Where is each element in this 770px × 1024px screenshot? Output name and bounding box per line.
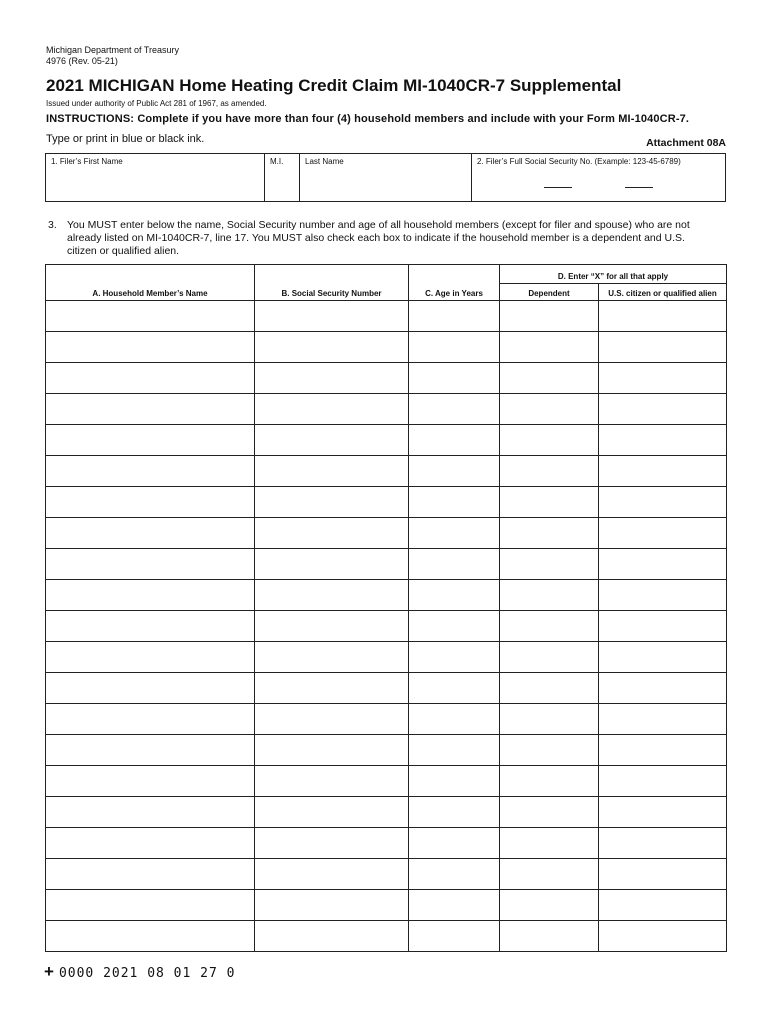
citizen-checkbox-cell[interactable] [599,394,727,425]
member-ssn-cell[interactable] [255,797,409,828]
table-row [46,301,727,332]
filer-ssn-field[interactable] [472,154,727,201]
citizen-checkbox-cell[interactable] [599,735,727,766]
member-name-cell[interactable] [46,766,255,797]
member-name-cell[interactable] [46,921,255,952]
dependent-checkbox-cell[interactable] [500,735,599,766]
dependent-checkbox-cell[interactable] [500,549,599,580]
citizen-checkbox-cell[interactable] [599,642,727,673]
table-row [46,673,727,704]
dependent-checkbox-cell[interactable] [500,456,599,487]
citizen-checkbox-cell[interactable] [599,332,727,363]
member-name-cell[interactable] [46,394,255,425]
citizen-checkbox-cell[interactable] [599,859,727,890]
member-name-cell[interactable] [46,890,255,921]
dependent-checkbox-cell[interactable] [500,301,599,332]
citizen-checkbox-cell[interactable] [599,518,727,549]
member-age-cell[interactable] [409,487,500,518]
member-age-cell[interactable] [409,611,500,642]
member-age-cell[interactable] [409,301,500,332]
member-name-cell[interactable] [46,704,255,735]
citizen-checkbox-cell[interactable] [599,549,727,580]
authority-note: Issued under authority of Public Act 281 of 1967, as amended. [46,99,267,108]
table-row [46,549,727,580]
table-row [46,921,727,952]
member-ssn-cell[interactable] [255,704,409,735]
table-row [46,735,727,766]
member-age-cell[interactable] [409,518,500,549]
citizen-checkbox-cell[interactable] [599,704,727,735]
instructions: INSTRUCTIONS: Complete if you have more than four (4) household members and include with your Form MI-1040CR-7. [46,113,690,125]
member-name-cell[interactable] [46,859,255,890]
member-age-cell[interactable] [409,332,500,363]
filer-first-name-label: 1. Filer’s First Name [51,157,123,166]
member-age-cell[interactable] [409,704,500,735]
member-name-cell[interactable] [46,425,255,456]
member-ssn-cell[interactable] [255,921,409,952]
question-3-text: You MUST enter below the name, Social Security number and age of all household members (except for filer and spouse) who are not already listed on MI-1040CR-7, line 17. You MUST also check each box to indicate if the household member is a dependent and U.S. citizen or qualified alien. [67,219,690,257]
member-ssn-cell[interactable] [255,301,409,332]
dependent-checkbox-cell[interactable] [500,921,599,952]
dependent-checkbox-cell[interactable] [500,859,599,890]
member-age-cell[interactable] [409,921,500,952]
ssn-separator [544,187,572,188]
dependent-checkbox-cell[interactable] [500,828,599,859]
table-row [46,363,727,394]
dependent-checkbox-cell[interactable] [500,518,599,549]
member-ssn-cell[interactable] [255,363,409,394]
member-ssn-cell[interactable] [255,549,409,580]
table-row [46,580,727,611]
member-ssn-cell[interactable] [255,828,409,859]
table-row [46,611,727,642]
dependent-checkbox-cell[interactable] [500,673,599,704]
question-3-number: 3. [48,219,57,231]
citizen-checkbox-cell[interactable] [599,890,727,921]
filer-last-name-label: Last Name [305,157,344,166]
filer-mi-field[interactable] [265,154,300,201]
member-name-cell[interactable] [46,828,255,859]
dependent-checkbox-cell[interactable] [500,611,599,642]
dependent-checkbox-cell[interactable] [500,890,599,921]
member-ssn-cell[interactable] [255,518,409,549]
table-row [46,456,727,487]
citizen-checkbox-cell[interactable] [599,487,727,518]
member-name-cell[interactable] [46,363,255,394]
dependent-checkbox-cell[interactable] [500,580,599,611]
member-name-cell[interactable] [46,735,255,766]
dependent-checkbox-cell[interactable] [500,704,599,735]
member-age-cell[interactable] [409,425,500,456]
citizen-checkbox-cell[interactable] [599,673,727,704]
member-name-cell[interactable] [46,301,255,332]
header-department-block [46,45,179,67]
dependent-checkbox-cell[interactable] [500,797,599,828]
dependent-checkbox-cell[interactable] [500,766,599,797]
table-row [46,487,727,518]
member-ssn-cell[interactable] [255,487,409,518]
member-age-cell[interactable] [409,828,500,859]
filer-info-box [45,153,726,202]
member-age-cell[interactable] [409,549,500,580]
member-name-cell[interactable] [46,518,255,549]
member-name-cell[interactable] [46,611,255,642]
household-members-table [45,264,727,952]
member-ssn-cell[interactable] [255,332,409,363]
table-row [46,394,727,425]
ssn-separator [625,187,653,188]
member-name-cell[interactable] [46,487,255,518]
table-row [46,642,727,673]
form-barcode-number [44,962,235,982]
department-name: Michigan Department of Treasury [46,45,180,55]
member-ssn-cell[interactable] [255,673,409,704]
member-ssn-cell[interactable] [255,642,409,673]
member-age-cell[interactable] [409,642,500,673]
member-age-cell[interactable] [409,394,500,425]
member-name-cell[interactable] [46,549,255,580]
citizen-checkbox-cell[interactable] [599,425,727,456]
filer-mi-label: M.I. [270,157,284,166]
col-header-citizen: U.S. citizen or qualified alien [599,284,727,301]
member-age-cell[interactable] [409,673,500,704]
citizen-checkbox-cell[interactable] [599,456,727,487]
col-header-dependent: Dependent [500,284,599,301]
filer-last-name-field[interactable] [300,154,472,201]
citizen-checkbox-cell[interactable] [599,828,727,859]
table-row [46,518,727,549]
table-row [46,704,727,735]
citizen-checkbox-cell[interactable] [599,921,727,952]
member-ssn-cell[interactable] [255,735,409,766]
member-age-cell[interactable] [409,890,500,921]
col-header-name: A. Household Member’s Name [46,265,255,301]
household-table-body [46,301,727,952]
dependent-checkbox-cell[interactable] [500,425,599,456]
form-revision: 4976 (Rev. 05-21) [46,56,118,66]
citizen-checkbox-cell[interactable] [599,611,727,642]
table-row [46,828,727,859]
table-row [46,425,727,456]
member-name-cell[interactable] [46,673,255,704]
form-title: 2021 MICHIGAN Home Heating Credit Claim MI-1040CR-7 Supplemental [46,76,622,95]
filer-ssn-label: 2. Filer’s Full Social Security No. (Example: 123-45-6789) [477,157,681,166]
plus-mark: + [44,962,55,981]
member-ssn-cell[interactable] [255,394,409,425]
member-age-cell[interactable] [409,735,500,766]
member-ssn-cell[interactable] [255,859,409,890]
member-name-cell[interactable] [46,797,255,828]
col-header-age: C. Age in Years [409,265,500,301]
dependent-checkbox-cell[interactable] [500,394,599,425]
member-age-cell[interactable] [409,580,500,611]
member-name-cell[interactable] [46,332,255,363]
col-header-ssn: B. Social Security Number [255,265,409,301]
member-ssn-cell[interactable] [255,456,409,487]
citizen-checkbox-cell[interactable] [599,580,727,611]
member-age-cell[interactable] [409,797,500,828]
table-row [46,797,727,828]
member-age-cell[interactable] [409,456,500,487]
barcode-digits: 0000 2021 08 01 27 0 [58,966,236,981]
citizen-checkbox-cell[interactable] [599,797,727,828]
dependent-checkbox-cell[interactable] [500,642,599,673]
citizen-checkbox-cell[interactable] [599,301,727,332]
member-ssn-cell[interactable] [255,580,409,611]
dependent-checkbox-cell[interactable] [500,487,599,518]
citizen-checkbox-cell[interactable] [599,363,727,394]
member-ssn-cell[interactable] [255,425,409,456]
table-row [46,332,727,363]
member-name-cell[interactable] [46,642,255,673]
member-age-cell[interactable] [409,363,500,394]
table-row [46,859,727,890]
member-name-cell[interactable] [46,580,255,611]
member-ssn-cell[interactable] [255,890,409,921]
member-age-cell[interactable] [409,766,500,797]
col-header-check: D. Enter “X” for all that apply [500,265,727,284]
citizen-checkbox-cell[interactable] [599,766,727,797]
member-name-cell[interactable] [46,456,255,487]
member-ssn-cell[interactable] [255,611,409,642]
ink-note: Type or print in blue or black ink. [46,133,205,145]
filer-first-name-field[interactable] [46,154,265,201]
table-row [46,766,727,797]
member-age-cell[interactable] [409,859,500,890]
dependent-checkbox-cell[interactable] [500,363,599,394]
member-ssn-cell[interactable] [255,766,409,797]
dependent-checkbox-cell[interactable] [500,332,599,363]
attachment-number: Attachment 08A [646,137,726,149]
table-row [46,890,727,921]
